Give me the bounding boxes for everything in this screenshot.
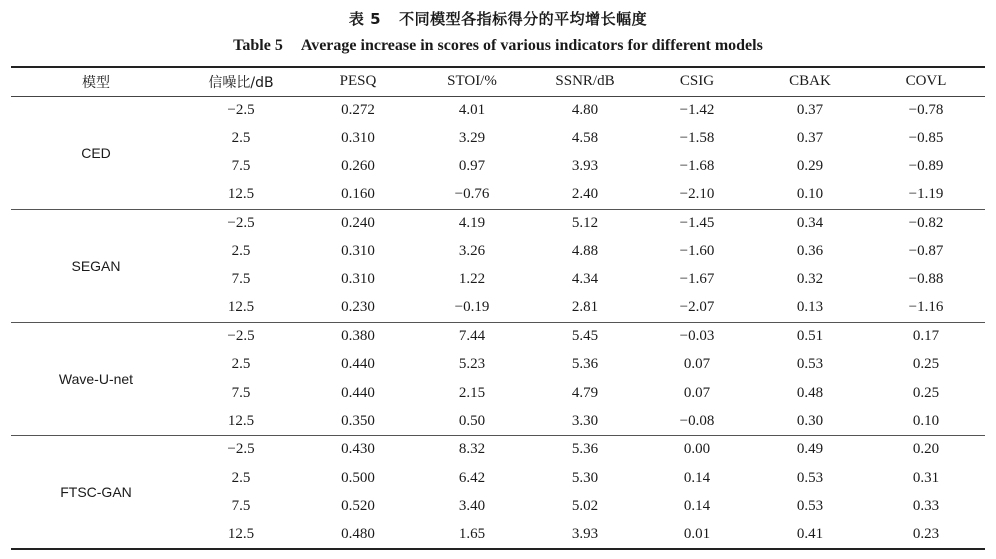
model-group [11, 436, 985, 549]
table-cell: 0.272 [341, 101, 375, 118]
table-cell: 5.45 [571, 328, 599, 345]
table-cell: −0.87 [908, 243, 944, 260]
table-cell: 0.25 [912, 356, 940, 373]
table-cell: 0.500 [341, 469, 375, 486]
header-model: 模型 [82, 74, 110, 91]
table-cell: −1.19 [908, 186, 944, 203]
table-cell: 4.88 [571, 243, 599, 260]
table-cell: 0.310 [341, 271, 375, 288]
caption-cn-title: 不同模型各指标得分的平均增长幅度 [399, 10, 648, 28]
model-group [11, 96, 985, 209]
table-cell: 5.23 [458, 356, 486, 373]
table-cell: 2.5 [231, 243, 251, 260]
header-cbak: CBAK [789, 73, 831, 90]
table-cell: 0.17 [912, 328, 940, 345]
table-cell: 0.380 [341, 328, 375, 345]
table-cell: −1.45 [679, 215, 715, 232]
table-cell: 0.25 [912, 384, 940, 401]
table-cell: 0.310 [341, 243, 375, 260]
table-cell: 0.20 [912, 441, 940, 458]
table-cell: 12.5 [227, 525, 255, 542]
table-cell: 0.32 [796, 271, 824, 288]
table-cell: 0.00 [683, 441, 711, 458]
table-cell: 0.41 [796, 525, 824, 542]
table-cell: 3.93 [571, 158, 599, 175]
header-stoi: STOI/% [447, 73, 497, 90]
table-cell: 0.14 [683, 469, 711, 486]
table-cell: 0.37 [796, 101, 824, 118]
header-row [11, 67, 985, 96]
caption-en-title: Average increase in scores of various indicators for different models [300, 37, 763, 54]
table-cell: 2.40 [571, 186, 599, 203]
table-cell: 0.480 [341, 525, 375, 542]
table-cell: 0.520 [341, 497, 375, 514]
table-cell: −0.85 [908, 129, 944, 146]
table-cell: 4.80 [571, 101, 599, 118]
table-cell: 2.81 [571, 299, 599, 316]
caption-en-number: Table 5 [233, 37, 283, 54]
table-caption-cn [0, 8, 996, 29]
header-csig: CSIG [679, 73, 715, 90]
table-row [11, 209, 985, 237]
table-cell: −0.89 [908, 158, 944, 175]
table-cell: −1.67 [679, 271, 715, 288]
model-name-cell: SEGAN [71, 257, 121, 274]
table-cell: −1.68 [679, 158, 715, 175]
header-pesq: PESQ [339, 73, 377, 90]
table-cell: 0.440 [341, 384, 375, 401]
model-name-cell: Wave-U-net [58, 370, 134, 387]
table-cell: 0.53 [796, 356, 824, 373]
table-cell: 7.5 [231, 497, 251, 514]
table-cell: 0.50 [458, 412, 486, 429]
model-group [11, 209, 985, 322]
table-row [11, 96, 985, 124]
table-cell: 0.350 [341, 412, 375, 429]
table-cell: 4.79 [571, 384, 599, 401]
table-cell: 12.5 [227, 186, 255, 203]
table-cell: 4.19 [458, 215, 486, 232]
table-cell: 0.36 [796, 243, 824, 260]
table-cell: 2.5 [231, 469, 251, 486]
table-cell: 7.5 [231, 271, 251, 288]
table-cell: 1.65 [458, 525, 486, 542]
table-cell: 0.23 [912, 525, 940, 542]
table-cell: 0.33 [912, 497, 940, 514]
table-cell: 3.93 [571, 525, 599, 542]
table-cell: 0.37 [796, 129, 824, 146]
table-cell: 0.49 [796, 441, 824, 458]
table-cell: −2.5 [227, 215, 255, 232]
table-cell: 0.30 [796, 412, 824, 429]
table-cell: 0.230 [341, 299, 375, 316]
table-cell: 3.29 [458, 129, 486, 146]
table-cell: 0.48 [796, 384, 824, 401]
table-cell: 5.02 [571, 497, 599, 514]
table-caption-en [0, 37, 996, 55]
table-cell: 6.42 [458, 469, 486, 486]
table-cell: 0.13 [796, 299, 824, 316]
table-cell: 0.29 [796, 158, 824, 175]
table-cell: 0.430 [341, 441, 375, 458]
table-cell: 0.260 [341, 158, 375, 175]
table-cell: 0.97 [458, 158, 486, 175]
table-cell: 1.22 [458, 271, 486, 288]
table-cell: 7.44 [458, 328, 486, 345]
table-cell: 0.07 [683, 384, 711, 401]
header-covl: COVL [905, 73, 947, 90]
table-header [11, 67, 985, 96]
table-cell: 12.5 [227, 299, 255, 316]
caption-cn-number: 表 5 [348, 10, 382, 28]
table-cell: 3.26 [458, 243, 486, 260]
table-cell: 2.5 [231, 129, 251, 146]
table-cell: 0.10 [912, 412, 940, 429]
table-cell: 8.32 [458, 441, 486, 458]
table-cell: 0.07 [683, 356, 711, 373]
table-cell: 0.310 [341, 129, 375, 146]
model-group [11, 322, 985, 435]
table-cell: 0.240 [341, 215, 375, 232]
table-cell: 0.53 [796, 469, 824, 486]
table-cell: 5.12 [571, 215, 599, 232]
table-cell: 3.40 [458, 497, 486, 514]
table-row [11, 322, 985, 350]
table-cell: −2.5 [227, 441, 255, 458]
table-cell: 7.5 [231, 158, 251, 175]
table-cell: 5.30 [571, 469, 599, 486]
model-name-cell: FTSC-GAN [60, 483, 132, 500]
table-row [11, 436, 985, 464]
table-cell: 0.53 [796, 497, 824, 514]
table-cell: −2.07 [679, 299, 715, 316]
results-table [11, 66, 985, 550]
table-cell: −1.42 [679, 101, 715, 118]
table-cell: −0.78 [908, 101, 944, 118]
table-cell: −2.10 [679, 186, 715, 203]
header-snr: 信噪比/dB [208, 74, 274, 91]
table-cell: 2.15 [458, 384, 486, 401]
table-cell: 0.01 [683, 525, 711, 542]
table-cell: −0.88 [908, 271, 944, 288]
table-cell: −1.58 [679, 129, 715, 146]
table-cell: −1.16 [908, 299, 944, 316]
table-cell: 5.36 [571, 356, 599, 373]
header-ssnr: SSNR/dB [555, 73, 615, 90]
table-cell: −0.08 [679, 412, 715, 429]
table-cell: 0.31 [912, 469, 940, 486]
table-cell: −0.76 [454, 186, 490, 203]
table-cell: 4.58 [571, 129, 599, 146]
table-cell: 4.34 [571, 271, 599, 288]
table-cell: −2.5 [227, 328, 255, 345]
table-cell: 0.51 [796, 328, 824, 345]
table-cell: 7.5 [231, 384, 251, 401]
table-cell: 0.34 [796, 215, 824, 232]
model-name-cell: CED [81, 144, 111, 161]
table-cell: −0.82 [908, 215, 944, 232]
table-cell: 0.10 [796, 186, 824, 203]
table-cell: 0.160 [341, 186, 375, 203]
table-cell: 0.14 [683, 497, 711, 514]
table-cell: −0.03 [679, 328, 715, 345]
table-cell: −0.19 [454, 299, 490, 316]
table-cell: 3.30 [571, 412, 599, 429]
table-cell: 4.01 [458, 101, 486, 118]
table-cell: −2.5 [227, 101, 255, 118]
table-cell: 5.36 [571, 441, 599, 458]
table-cell: 0.440 [341, 356, 375, 373]
table-cell: −1.60 [679, 243, 715, 260]
table-cell: 2.5 [231, 356, 251, 373]
table-cell: 12.5 [227, 412, 255, 429]
